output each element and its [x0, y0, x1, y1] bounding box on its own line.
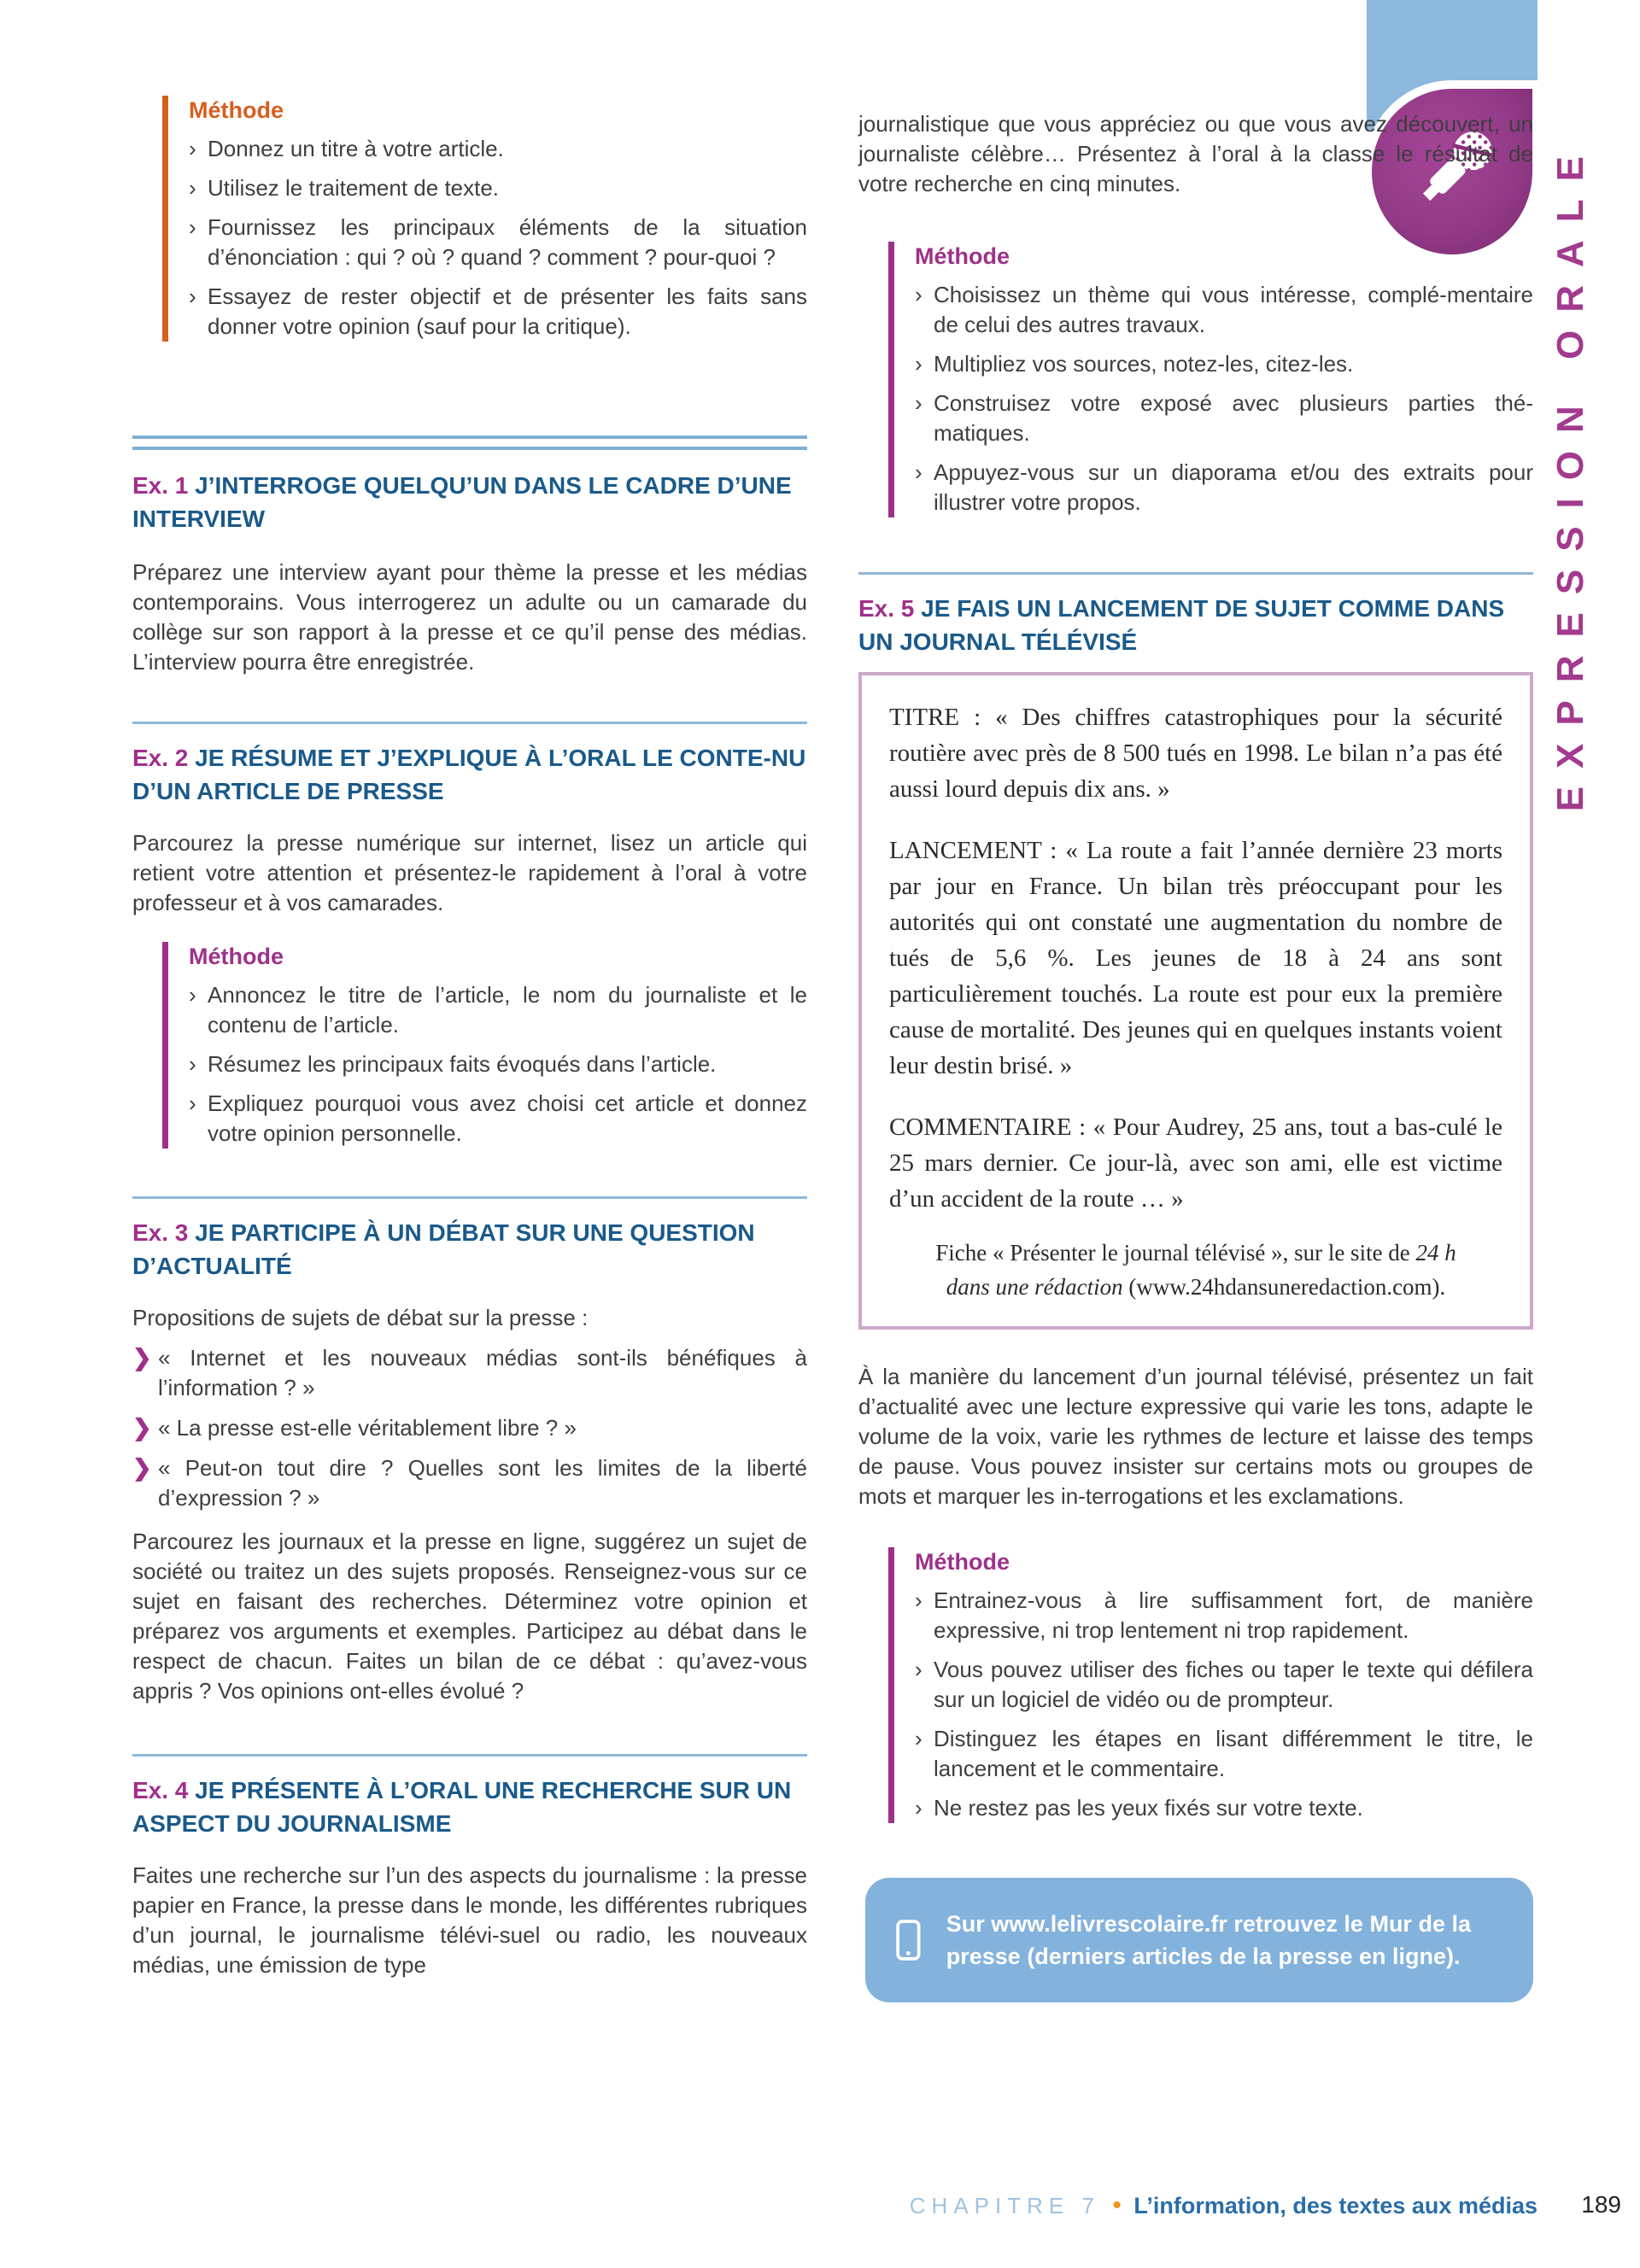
tv-commentaire: COMMENTAIRE : « Pour Audrey, 25 ans, tout a bas-culé le 25 mars dernier. Ce jour-là, avec son ami, elle est victime d’un accident de la route … »: [889, 1114, 1502, 1213]
methode-item: › Essayez de rester objectif et de présenter les faits sans donner votre opinion (sauf pour la critique).: [189, 282, 807, 342]
tv-lancement: LANCEMENT : « La route a fait l’année dernière 23 morts par jour en France. Un bilan très préoccupant pour les autorités qui ont constaté une augmentation du nombre de tués de 5,6 %. Les jeunes de 18 à 24 ans sont particulièrement touchés. La route est pour eux la première cause de mortalité. Des jeunes qui en quelques instants voient leur destin brisé. »: [889, 837, 1502, 1079]
exercise-number: Ex. 5: [858, 595, 915, 622]
exercise-5-body: À la manière du lancement d’un journal télévisé, présentez un fait d’actualité avec une lecture expressive qui varie les tons, adapte le volume de la voix, varie les rythmes de lecture et laisse des temps de pause. Vous pouvez insister sur certains mots ou groupes de mots et marquer les in-terrogations et les exclamations.: [858, 1364, 1533, 1509]
exercise-4-body: Faites une recherche sur l’un des aspects du journalisme : la presse papier en France, la presse dans le monde, les différentes rubriques d’un journal, le journalisme télévi-suel ou radio, les nouveaux médias, une émission de type: [132, 1862, 807, 1978]
debate-topics-list: [132, 1343, 807, 1513]
fiche-line: dans une rédaction (www.24hdansuneredaction.com).: [946, 1274, 1446, 1300]
chevron-bullet-icon: ›: [189, 982, 196, 1008]
methode-box-ex5: [888, 1547, 1533, 1823]
exercise-title: J’INTERROGE QUELQU’UN DANS LE CADRE D’UNE INTERVIEW: [132, 472, 792, 532]
methode-title: Méthode: [189, 97, 284, 123]
methode-title: Méthode: [189, 944, 284, 969]
exercise-3-body: Parcourez les journaux et la presse en ligne, suggérez un sujet de société ou traitez un des sujets proposés. Renseignez-vous sur ce sujet en faisant des recherches. Déterminez votre opinion et préparez vos arguments et exemples. Participez au débat dans le respect de chacun. Faites un bilan de ce débat : qu’avez-vous appris ? Vos opinions ont-elles évolué ?: [132, 1529, 807, 1704]
exercise-title: JE FAIS UN LANCEMENT DE SUJET COMME DANS UN JOURNAL TÉLÉVISÉ: [858, 595, 1505, 655]
page-footer: [910, 2191, 1538, 2220]
website-banner: [865, 1878, 1533, 2002]
exercise-3-heading: [132, 1216, 807, 1283]
list-item: ❯ « Peut-on tout dire ? Quelles sont les limites de la liberté d’expression ? »: [132, 1453, 807, 1513]
methode-item: › Construisez votre exposé avec plusieurs parties thé-matiques.: [915, 389, 1533, 448]
exercise-2-body: Parcourez la presse numérique sur internet, lisez un article qui retient votre attention et présentez-le rapidement à l’oral à votre professeur et à vos camarades.: [132, 830, 807, 915]
chevron-bullet-icon: ›: [189, 136, 196, 161]
chevron-bullet-icon: ›: [189, 175, 196, 201]
bullet-dot-icon: •: [1112, 2191, 1122, 2219]
chevron-bullet-icon: ›: [915, 1657, 922, 1682]
exercise-4-continuation: journalistique que vous appréciez ou que vous avez découvert, un journaliste célèbre… Présentez à l’oral à la classe le résultat de votre recherche en cinq minutes.: [858, 111, 1533, 196]
chevron-bullet-icon: ›: [915, 1726, 922, 1751]
vertical-section-label: EXPRESSION ORALE: [1549, 137, 1591, 812]
exercise-number: Ex. 4: [132, 1777, 189, 1803]
tv-titre: TITRE : « Des chiffres catastrophiques pour la sécurité routière avec près de 8 500 tués en 1998. Le bilan n’a pas été aussi lourd depuis dix ans. »: [889, 704, 1502, 803]
list-item: ❯ « La presse est-elle véritablement libre ? »: [132, 1413, 807, 1443]
exercise-title: JE PARTICIPE À UN DÉBAT SUR UNE QUESTION D’ACTUALITÉ: [132, 1219, 755, 1279]
chevron-bullet-icon: ›: [915, 390, 922, 416]
methode-item: › Expliquez pourquoi vous avez choisi cet article et donnez votre opinion personnelle.: [189, 1089, 807, 1149]
chapter-title: L’information, des textes aux médias: [1133, 2193, 1538, 2218]
exercise-4-heading: [132, 1774, 807, 1840]
double-separator: [132, 435, 807, 450]
chevron-bullet-icon: ›: [189, 284, 196, 309]
exercise-2-heading: [132, 741, 807, 808]
chevron-bullet-icon: ›: [189, 1051, 196, 1077]
chevron-bullet-icon: ›: [915, 459, 922, 485]
methode-item: › Annoncez le titre de l’article, le nom du journaliste et le contenu de l’article.: [189, 980, 807, 1040]
chapter-label: CHAPITRE 7: [909, 2193, 1100, 2218]
exercise-number: Ex. 3: [132, 1219, 189, 1246]
exercise-number: Ex. 2: [132, 745, 189, 771]
tv-news-example-box: [858, 672, 1533, 1330]
exercise-5-heading: [858, 592, 1533, 658]
separator: [132, 722, 807, 724]
methode-item: › Multipliez vos sources, notez-les, citez-les.: [915, 349, 1533, 379]
methode-box-intro: [162, 96, 807, 342]
exercise-title: JE PRÉSENTE À L’ORAL UNE RECHERCHE SUR UN ASPECT DU JOURNALISME: [132, 1777, 792, 1837]
methode-box-ex4: [888, 242, 1533, 517]
chevron-bullet-icon: ❯: [132, 1455, 152, 1481]
chevron-bullet-icon: ›: [915, 282, 922, 307]
methode-item: › Ne restez pas les yeux fixés sur votre texte.: [915, 1793, 1533, 1823]
methode-box-ex2: [162, 942, 807, 1149]
methode-item: › Entrainez-vous à lire suffisamment fort, de manière expressive, ni trop lentement ni trop rapidement.: [915, 1586, 1533, 1645]
chevron-bullet-icon: ›: [915, 351, 922, 377]
separator: [858, 572, 1533, 575]
methode-title: Méthode: [915, 243, 1010, 269]
methode-item: › Choisissez un thème qui vous intéresse, complé-mentaire de celui des autres travaux.: [915, 280, 1533, 340]
right-column: [858, 0, 1533, 2002]
exercise-1-heading: [132, 469, 807, 535]
fiche-line: Fiche « Présenter le journal télévisé », sur le site de 24 h: [935, 1240, 1456, 1266]
chevron-bullet-icon: ❯: [132, 1415, 152, 1441]
exercise-title: JE RÉSUME ET J’EXPLIQUE À L’ORAL LE CONTE-NU D’UN ARTICLE DE PRESSE: [132, 745, 806, 804]
methode-item: › Donnez un titre à votre article.: [189, 134, 807, 164]
methode-item: › Fournissez les principaux éléments de la situation d’énonciation : qui ? où ? quand ? comment ? pour-quoi ?: [189, 213, 807, 272]
separator: [132, 1196, 807, 1199]
methode-item: › Appuyez-vous sur un diaporama et/ou des extraits pour illustrer votre propos.: [915, 458, 1533, 517]
separator: [132, 1754, 807, 1757]
methode-item: › Distinguez les étapes en lisant différemment le titre, le lancement et le commentaire.: [915, 1724, 1533, 1784]
exercise-number: Ex. 1: [132, 472, 189, 499]
fiche-reference: [889, 1236, 1502, 1304]
left-column: [132, 0, 807, 1980]
chevron-bullet-icon: ›: [189, 1090, 196, 1116]
smartphone-icon: [896, 1902, 921, 1979]
methode-item: › Utilisez le traitement de texte.: [189, 173, 807, 203]
methode-title: Méthode: [915, 1549, 1010, 1575]
chevron-bullet-icon: ›: [189, 214, 196, 240]
chevron-bullet-icon: ❯: [132, 1345, 152, 1371]
exercise-1-body: Préparez une interview ayant pour thème la presse et les médias contemporains. Vous interrogerez un adulte ou un camarade du collège sur son rapport à la presse et ce qu’il pense des médias. L’interview pourra être enregistrée.: [132, 559, 807, 675]
methode-item: › Vous pouvez utiliser des fiches ou taper le texte qui défilera sur un logiciel de vidéo ou de prompteur.: [915, 1655, 1533, 1715]
list-item: ❯ « Internet et les nouveaux médias sont-ils bénéfiques à l’information ? »: [132, 1343, 807, 1403]
exercise-3-intro: Propositions de sujets de débat sur la presse :: [132, 1305, 589, 1330]
page-number: 189: [1581, 2191, 1621, 2218]
chevron-bullet-icon: ›: [915, 1587, 922, 1613]
methode-item: › Résumez les principaux faits évoqués dans l’article.: [189, 1049, 807, 1079]
banner-text: Sur www.lelivrescolaire.fr retrouvez le Mur de la presse (derniers articles de la presse en ligne).: [946, 1911, 1471, 1969]
chevron-bullet-icon: ›: [915, 1795, 922, 1821]
